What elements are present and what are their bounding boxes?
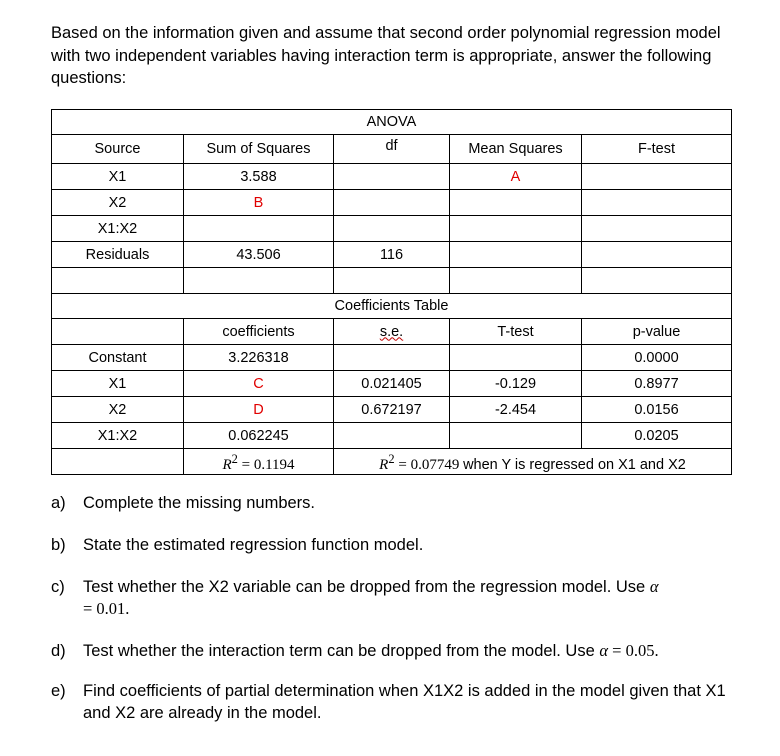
anova-source: X2 (52, 190, 184, 216)
coef-p: 0.8977 (582, 371, 732, 397)
anova-source: X1 (52, 164, 184, 190)
coef-row-x1x2 (52, 423, 732, 449)
question-a (51, 492, 741, 514)
question-text: Complete the missing numbers. (83, 494, 316, 512)
coef-title-row (52, 294, 732, 319)
coef-term: X2 (52, 397, 184, 423)
coef-title: Coefficients Table (52, 294, 732, 319)
question-label: d) (51, 642, 66, 660)
coef-header-se: s.e. (334, 319, 450, 345)
anova-source: X1:X2 (52, 216, 184, 242)
coef-se (334, 423, 450, 449)
anova-ss: 43.506 (184, 242, 334, 268)
coef-value-missing-c: C (184, 371, 334, 397)
question-text: State the estimated regression function model. (83, 536, 424, 554)
r2-row (52, 449, 732, 475)
question-text: Test whether the interaction term can be dropped from the model. Use (83, 642, 595, 660)
question-text: Test whether the X2 variable can be dropped from the regression model. Use (83, 578, 646, 596)
anova-row-residuals (52, 242, 732, 268)
question-b (51, 534, 741, 556)
anova-df (334, 190, 450, 216)
coef-p: 0.0205 (582, 423, 732, 449)
anova-ss (184, 216, 334, 242)
coef-value: 3.226318 (184, 345, 334, 371)
coef-se: 0.021405 (334, 371, 450, 397)
anova-f (582, 190, 732, 216)
stats-table (51, 109, 732, 475)
coef-header-coefficients: coefficients (184, 319, 334, 345)
coef-term: X1:X2 (52, 423, 184, 449)
alpha-value: = 0.05. (612, 641, 659, 660)
question-e (51, 680, 741, 724)
anova-ms-missing-a: A (450, 164, 582, 190)
anova-title: ANOVA (52, 110, 732, 135)
anova-title-row (52, 110, 732, 135)
anova-ms (450, 216, 582, 242)
question-label: b) (51, 536, 66, 554)
anova-df: 116 (334, 242, 450, 268)
anova-header-row (52, 135, 732, 164)
anova-row-x2 (52, 190, 732, 216)
question-text: Find coefficients of partial determination when X1X2 is added in the model given that X1 and X2 are already in the model. (83, 682, 726, 722)
anova-source: Residuals (52, 242, 184, 268)
anova-blank-row (52, 268, 732, 294)
intro-paragraph: Based on the information given and assume that second order polynomial regression model with two independent variables having interaction term is appropriate, answer the following questions: (51, 24, 721, 87)
anova-row-x1x2 (52, 216, 732, 242)
anova-header-source: Source (52, 135, 184, 164)
coef-term: Constant (52, 345, 184, 371)
coef-row-x1 (52, 371, 732, 397)
coef-t (450, 345, 582, 371)
alpha-value: = 0.01. (83, 599, 130, 618)
question-label: c) (51, 578, 65, 596)
coef-value-missing-d: D (184, 397, 334, 423)
coef-row-constant (52, 345, 732, 371)
anova-f (582, 242, 732, 268)
coef-t (450, 423, 582, 449)
coef-header-p: p-value (582, 319, 732, 345)
coef-se: 0.672197 (334, 397, 450, 423)
anova-header-df: df (334, 135, 450, 164)
anova-header-f: F-test (582, 135, 732, 164)
coef-header-row (52, 319, 732, 345)
anova-f (582, 216, 732, 242)
anova-ms (450, 242, 582, 268)
coef-value: 0.062245 (184, 423, 334, 449)
anova-df (334, 164, 450, 190)
r2-full-model: $R^2 = 0.1194$ (184, 449, 334, 475)
question-c: c) Test whether the X2 variable can be dropped from the regression model. Use α = 0.01. (51, 577, 659, 618)
coef-p: 0.0156 (582, 397, 732, 423)
anova-ms (450, 190, 582, 216)
question-d: d) Test whether the interaction term can be dropped from the model. Use α = 0.05. (51, 641, 659, 660)
coef-row-x2 (52, 397, 732, 423)
anova-df (334, 216, 450, 242)
anova-header-ms: Mean Squares (450, 135, 582, 164)
question-label: a) (51, 494, 66, 512)
coef-t: -2.454 (450, 397, 582, 423)
anova-ss-missing-b: B (184, 190, 334, 216)
anova-row-x1 (52, 164, 732, 190)
coef-p: 0.0000 (582, 345, 732, 371)
question-label: e) (51, 682, 66, 700)
anova-ss: 3.588 (184, 164, 334, 190)
anova-f (582, 164, 732, 190)
coef-term: X1 (52, 371, 184, 397)
coef-header-t: T-test (450, 319, 582, 345)
coef-se (334, 345, 450, 371)
anova-header-ss: Sum of Squares (184, 135, 334, 164)
coef-t: -0.129 (450, 371, 582, 397)
r2-reduced-model: $R^2 = 0.07749$ when Y is regressed on X1 and X2 (334, 449, 732, 475)
